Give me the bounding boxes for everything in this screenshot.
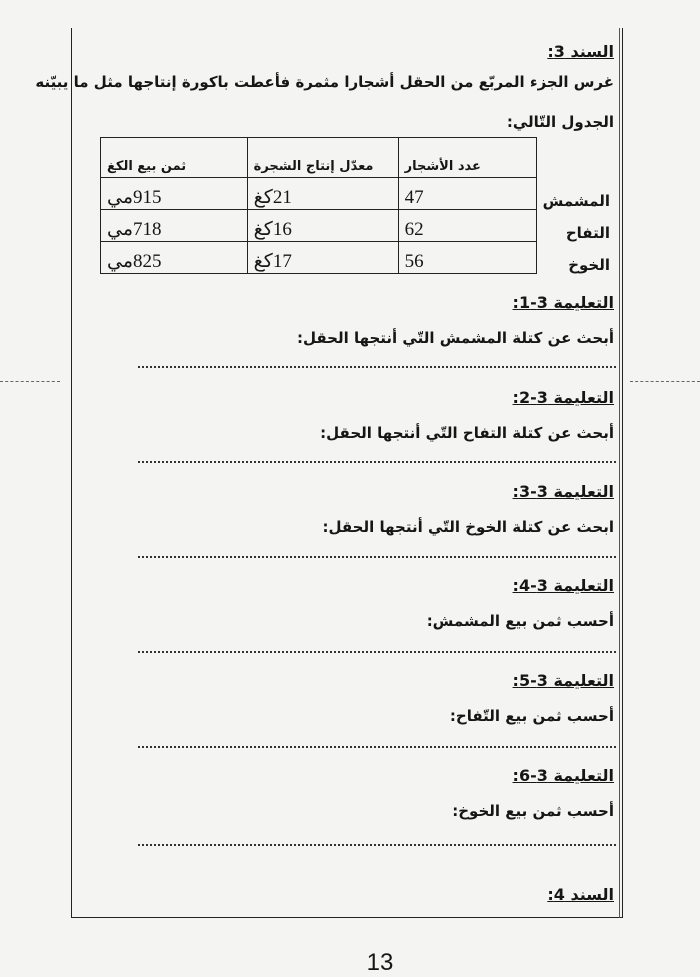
table-row — [101, 210, 617, 242]
cell-production: 17كغ — [247, 242, 398, 274]
cell-production: 16كغ — [247, 210, 398, 242]
answer-line[interactable] — [138, 366, 616, 368]
answer-line[interactable] — [138, 746, 616, 748]
instruction-heading: التعليمة 3-1: — [512, 293, 614, 312]
header-production: معدّل إنتاج الشجرة — [247, 138, 398, 178]
instruction-text: أحسب ثمن بيع التّفاح: — [449, 707, 614, 725]
margin-line — [619, 28, 620, 918]
cell-trees: 62 — [398, 210, 536, 242]
answer-line[interactable] — [138, 651, 616, 653]
cell-price: 718مي — [101, 210, 248, 242]
sanad3-text-line2: الجدول التّالي: — [506, 113, 614, 131]
header-trees: عدد الأشجار — [398, 138, 536, 178]
instruction-heading: التعليمة 3-3: — [512, 482, 614, 501]
cell-price: 915مي — [101, 178, 248, 210]
instruction-heading: التعليمة 3-2: — [512, 388, 614, 407]
row-label: الخوخ — [568, 255, 610, 274]
table-header-row — [101, 138, 617, 178]
cell-production: 21كغ — [247, 178, 398, 210]
data-table — [100, 137, 616, 274]
instruction-heading: التعليمة 3-6: — [512, 766, 614, 785]
table-row — [101, 242, 617, 274]
sanad3-text-line1: غرس الجزء المربّع من الحقل أشجارا مثمرة فأعطت باكورة إنتاجها مثل ما يبيّنه — [35, 73, 614, 91]
instruction-text: أحسب ثمن بيع الخوخ: — [452, 802, 614, 820]
answer-line[interactable] — [138, 556, 616, 558]
cell-trees: 56 — [398, 242, 536, 274]
instruction-heading: التعليمة 3-4: — [512, 576, 614, 595]
row-label: المشمش — [542, 191, 610, 210]
instruction-text: ابحث عن كتلة الخوخ التّي أنتجها الحقل: — [322, 518, 614, 536]
fold-line-left — [0, 381, 60, 382]
answer-line[interactable] — [138, 844, 616, 846]
instruction-text: أحسب ثمن بيع المشمش: — [426, 612, 614, 630]
row-label: التفاح — [565, 223, 610, 242]
cell-trees: 47 — [398, 178, 536, 210]
answer-line[interactable] — [138, 461, 616, 463]
cell-price: 825مي — [101, 242, 248, 274]
header-price: ثمن بيع الكغ — [101, 138, 248, 178]
sanad3-heading: السند 3: — [547, 42, 614, 61]
table-row — [101, 178, 617, 210]
instruction-heading: التعليمة 3-5: — [512, 671, 614, 690]
page-number: 13 — [366, 949, 394, 976]
instruction-text: أبحث عن كتلة المشمش التّي أنتجها الحقل: — [296, 329, 614, 347]
instruction-text: أبحث عن كتلة التفاح التّي أنتجها الحقل: — [320, 424, 614, 442]
sanad4-heading: السند 4: — [547, 885, 614, 904]
fold-line-right — [630, 381, 700, 382]
